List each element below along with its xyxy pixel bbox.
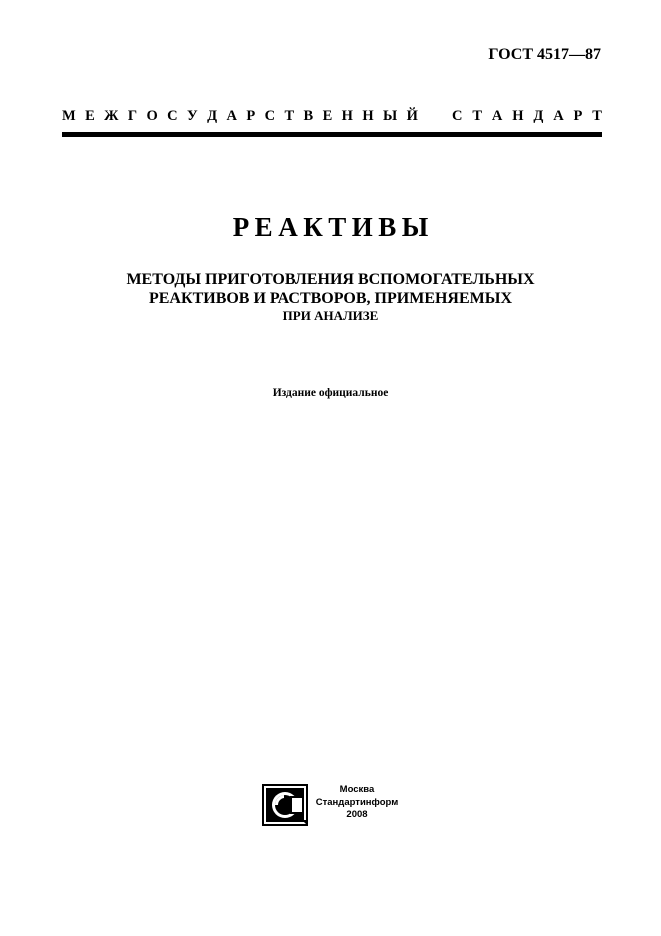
header-rule [62, 132, 602, 137]
series-letter: С [264, 108, 276, 124]
series-letter: У [187, 108, 198, 124]
publisher-name: Стандартинформ [315, 796, 399, 808]
series-letter: О [146, 108, 158, 124]
series-letter: М [62, 108, 76, 124]
series-letter: Г [127, 108, 138, 124]
series-letter: Ж [104, 108, 119, 124]
series-letter: Е [322, 108, 333, 124]
series-letter: А [553, 108, 564, 124]
publisher-block [262, 784, 412, 826]
subtitle-line: РЕАКТИВОВ И РАСТВОРОВ, ПРИМЕНЯЕМЫХ [148, 290, 513, 307]
series-letter: С [452, 108, 463, 124]
series-letter: Н [341, 108, 353, 124]
series-letter: А [491, 108, 503, 124]
series-letter: Р [246, 108, 256, 124]
series-letter: Ы [383, 108, 398, 124]
series-letter: В [303, 108, 314, 124]
standard-series-label [62, 108, 602, 125]
standartinform-logo-icon [262, 784, 308, 826]
series-letter: Т [284, 108, 295, 124]
series-letter: Е [85, 108, 95, 124]
series-letter: Й [406, 108, 418, 124]
series-letter: Т [592, 108, 602, 124]
subtitle-line: ПРИ АНАЛИЗЕ [282, 308, 379, 323]
series-word-interstate [62, 108, 418, 125]
series-letter: Т [472, 108, 483, 124]
document-code: ГОСТ 4517—87 [488, 46, 601, 63]
series-letter: А [226, 108, 237, 124]
series-letter: Р [573, 108, 583, 124]
document-subtitle [0, 270, 661, 323]
edition-note: Издание официальное [272, 387, 389, 399]
series-letter: Д [533, 108, 544, 124]
series-letter: Н [512, 108, 524, 124]
series-letter: Н [362, 108, 374, 124]
publication-year: 2008 [346, 809, 368, 820]
subtitle-line: МЕТОДЫ ПРИГОТОВЛЕНИЯ ВСПОМОГАТЕЛЬНЫХ [126, 271, 535, 288]
publisher-text [312, 784, 402, 822]
document-title: РЕАКТИВЫ [232, 212, 434, 242]
series-letter: Д [207, 108, 218, 124]
series-letter: С [167, 108, 178, 124]
series-word-standard [452, 108, 602, 125]
publisher-city: Москва [339, 784, 375, 795]
